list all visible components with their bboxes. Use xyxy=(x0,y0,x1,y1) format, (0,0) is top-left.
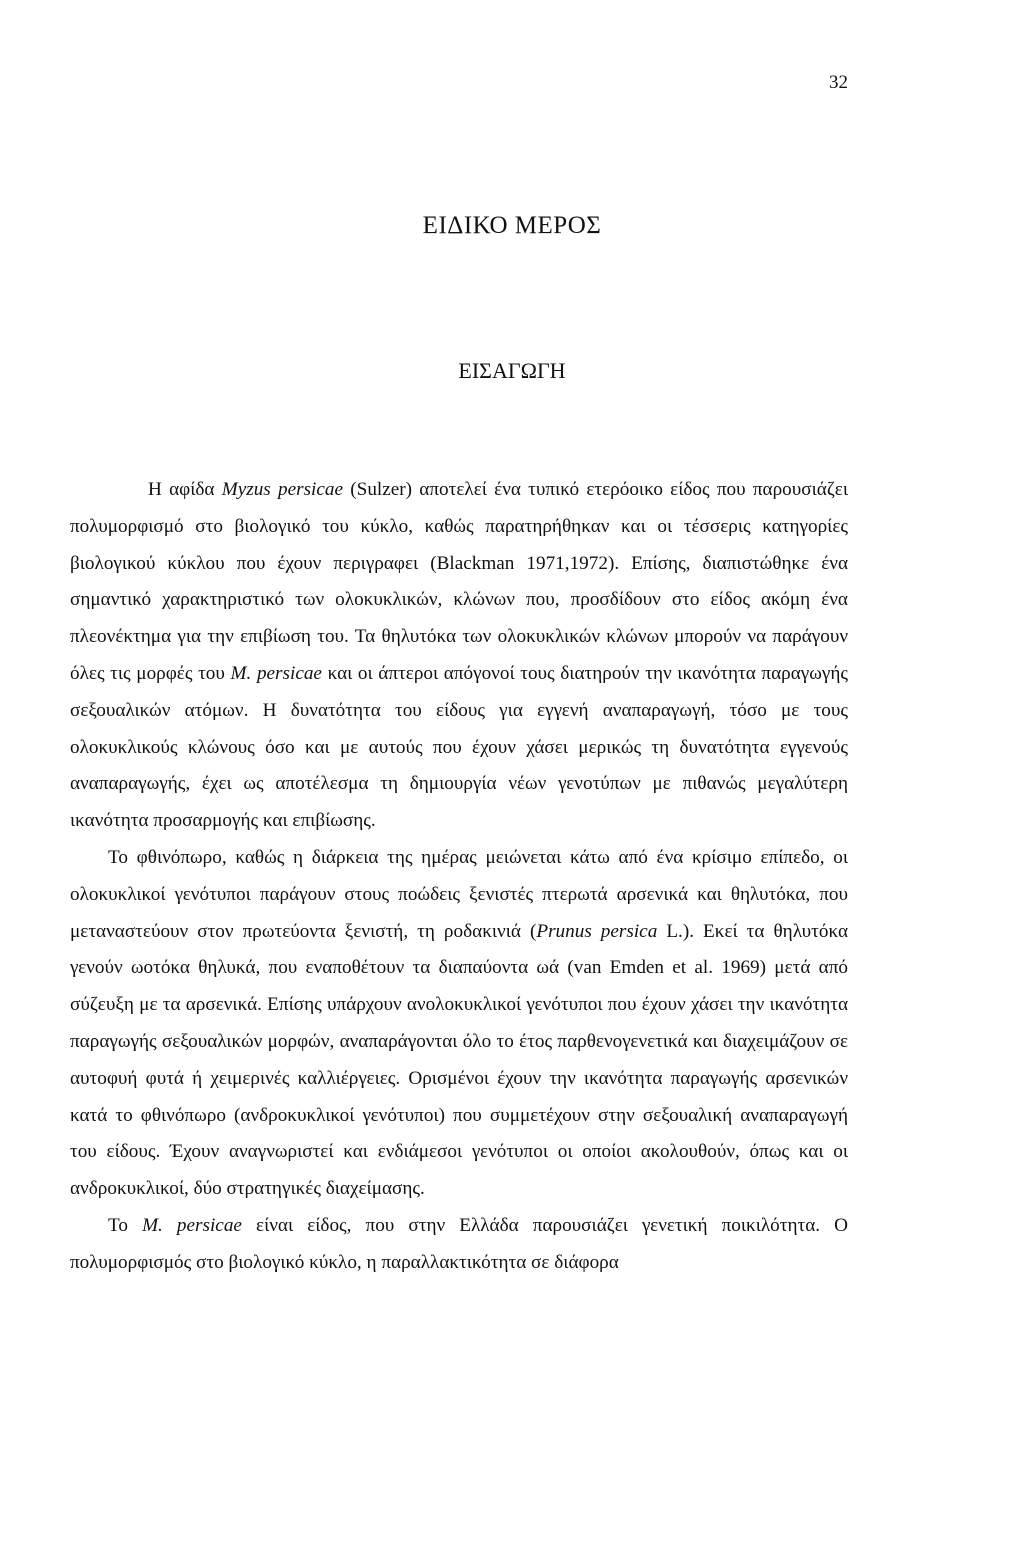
paragraph-1 xyxy=(70,472,848,840)
section-title: ΕΙΔΙΚΟ ΜΕΡΟΣ xyxy=(422,212,602,239)
paragraph-3-text-2: είναι είδος, που στην Ελλάδα παρουσιάζει γενετική ποικιλότητα. Ο πολυμορφισμός στο βιολογικό κύκλο, η παραλλακτικότητα σε διάφορα xyxy=(70,1214,848,1273)
paragraph-2-text-2: L.). Εκεί τα θηλυτόκα γενούν ωοτόκα θηλυκά, που εναποθέτουν τα διαπαύοντα ωά (van Emden et al. 1969) μετά από σύζευξη με τα αρσενικά. Επίσης υπάρχουν ανολοκυκλικοί γενότυποι που έχουν χάσει την ικανότητα παραγωγής σεξουαλικών μορφών, αναπαράγονται όλο το έτος παρθενογενετικά και διαχειμάζουν σε αυτοφυή φυτά ή χειμερινές καλλιέργειες. Ορισμένοι έχουν την ικανότητα παραγωγής αρσενικών κατά το φθινόπωρο (ανδροκυκλικοί γενότυποι) που συμμετέχουν στην σεξουαλική αναπαραγωγή του είδους. Έχουν αναγνωριστεί και ενδιάμεσοι γενότυποι οι οποίοι ακολουθούν, όπως και οι ανδροκυκλικοί, δύο στρατηγικές διαχείμασης. xyxy=(70,920,849,1200)
paragraph-1-text-3: και οι άπτεροι απόγονοί τους διατηρούν την ικανότητα παραγωγής σεξουαλικών ατόμων. Η δυνατότητα του είδους για εγγενή αναπαραγωγή, τόσο με τους ολοκυκλικούς κλώνους όσο και με αυτούς που έχουν χάσει μερικώς τη δυνατότητα εγγενούς αναπαραγωγής, έχει ως αποτέλεσμα τη δημιουργία νέων γενοτύπων με πιθανώς μεγαλύτερη ικανότητα προσαρμογής και επιβίωσης. xyxy=(70,662,848,832)
species-name: Prunus persica xyxy=(536,920,658,942)
paragraph-3-text-1: Το xyxy=(108,1214,143,1236)
body-text xyxy=(70,472,848,1282)
species-name: Myzus persicae xyxy=(221,479,344,500)
paragraph-2 xyxy=(70,840,848,1208)
species-name: M. persicae xyxy=(142,1214,242,1236)
paragraph-1-text-2: (Sulzer) αποτελεί ένα τυπικό ετερόοικο είδος που παρουσιάζει πολυμορφισμό στο βιολογικό του κύκλο, καθώς παρατηρήθηκαν και οι τέσσερις κατηγορίες βιολογικού κύκλου που έχουν περιγραφει (Blackman 1971,1972). Επίσης, διαπιστώθηκε ένα σημαντικό χαρακτηριστικό των ολοκυκλικών, κλώνων που, προσδίδουν στο είδος ακόμη ένα πλεονέκτημα για την επιβίωση του. Τα θηλυτόκα των ολοκυκλικών κλώνων μπορούν να παράγουν όλες τις μορφές του xyxy=(70,479,849,684)
species-name: M. persicae xyxy=(230,662,322,684)
paragraph-1-text-1: Η αφίδα xyxy=(148,479,222,500)
paragraph-2-text-1: Το φθινόπωρο, καθώς η διάρκεια της ημέρας μειώνεται κάτω από ένα κρίσιμο επίπεδο, οι ολοκυκλικοί γενότυποι παράγουν στους ποώδεις ξενιστές πτερωτά αρσενικά και θηλυτόκα, που μεταναστεύουν στον πρωτεύοντα ξενιστή, τη ροδακινιά ( xyxy=(70,846,848,942)
section-subtitle: ΕΙΣΑΓΩΓΗ xyxy=(458,358,566,383)
paragraph-3 xyxy=(70,1208,848,1282)
page-number: 32 xyxy=(829,72,848,93)
